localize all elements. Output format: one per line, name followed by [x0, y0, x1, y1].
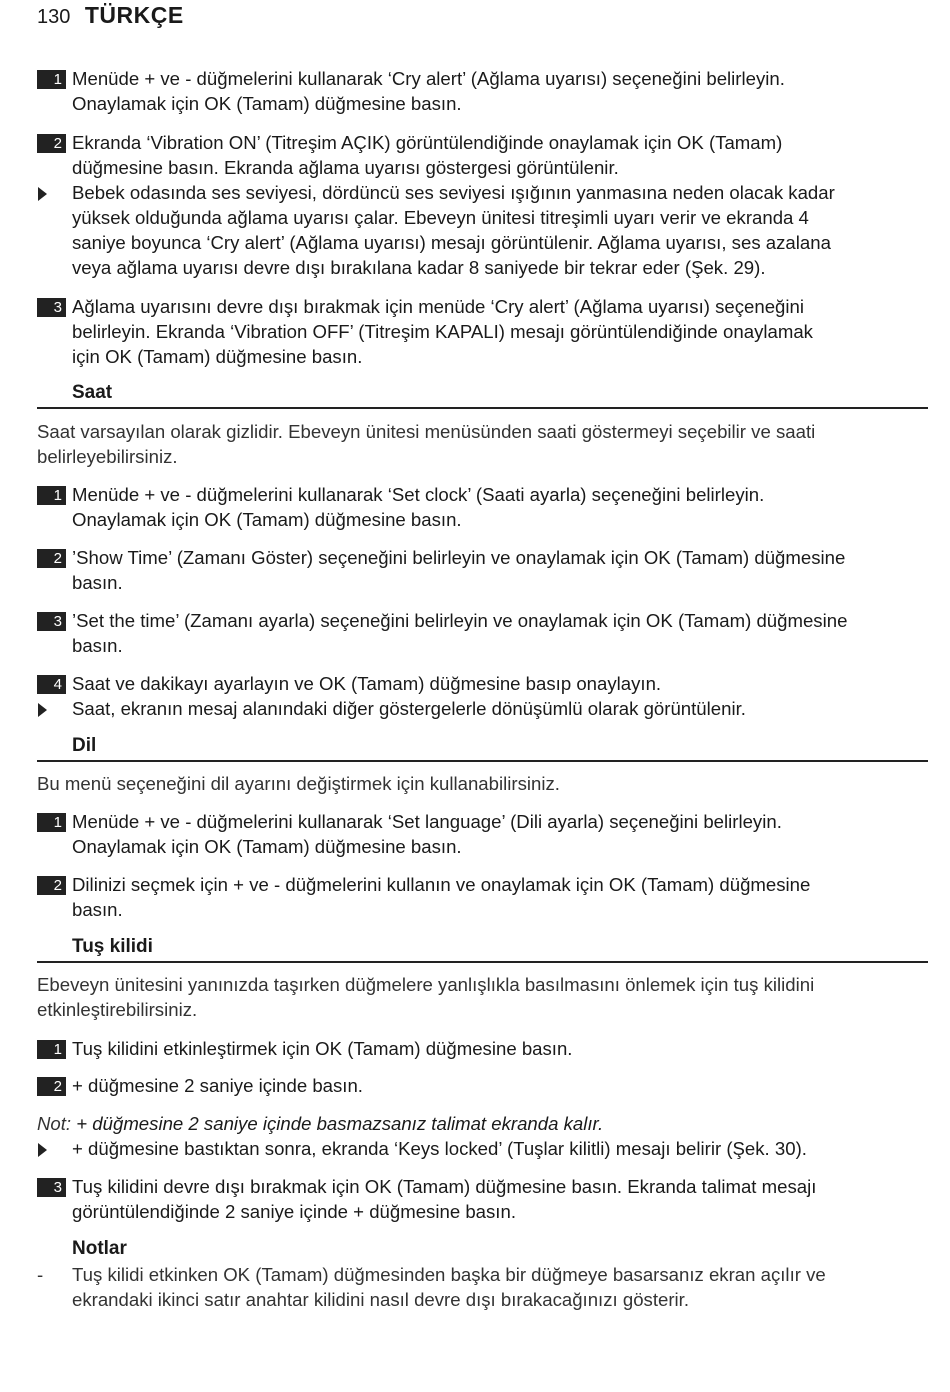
step-text-line: için OK (Tamam) düğmesine basın. — [72, 346, 363, 367]
step-text-line: basın. — [72, 899, 123, 920]
list-dash: - — [37, 1264, 44, 1285]
step-number-badge: 3 — [37, 298, 66, 317]
step-text-line: Ekranda ‘Vibration ON’ (Titreşim AÇIK) görüntülendiğinde onaylamak için OK (Tamam) — [72, 132, 783, 153]
intro-text-line: belirleyebilirsiniz. — [37, 446, 178, 467]
step-text-line: Tuş kilidini devre dışı bırakmak için OK (Tamam) düğmesine basın. Ekranda talimat mesajı — [72, 1176, 817, 1197]
step-text-line: Onaylamak için OK (Tamam) düğmesine basın. — [72, 93, 462, 114]
step-number-badge: 1 — [37, 1040, 66, 1059]
intro-text-line: Bu menü seçeneğini dil ayarını değiştirmek için kullanabilirsiniz. — [37, 773, 560, 794]
step-number-badge: 4 — [37, 675, 66, 694]
step-text-line: Dilinizi seçmek için + ve - düğmelerini kullanın ve onaylamak için OK (Tamam) düğmesine — [72, 874, 811, 895]
result-arrow-icon — [38, 703, 47, 717]
step-number-badge: 1 — [37, 813, 66, 832]
result-text-line: Saat, ekranın mesaj alanındaki diğer göstergelerle dönüşümlü olarak görüntülenir. — [72, 698, 746, 719]
intro-text-line: Ebeveyn ünitesini yanınızda taşırken düğmelere yanlışlıkla basılmasını önlemek için tuş kilidini — [37, 974, 815, 995]
step-text-line: Menüde + ve - düğmelerini kullanarak ‘Set clock’ (Saati ayarla) seçeneğini belirleyin. — [72, 484, 765, 505]
section-divider — [37, 407, 928, 409]
section-title-notes: Notlar — [72, 1238, 127, 1259]
result-arrow-icon — [38, 1143, 47, 1157]
step-number-badge: 1 — [37, 486, 66, 505]
step-text-line: Saat ve dakikayı ayarlayın ve OK (Tamam) düğmesine basıp onaylayın. — [72, 673, 662, 694]
page-number: 130 — [37, 6, 71, 28]
step-text-line: Ağlama uyarısını devre dışı bırakmak için menüde ‘Cry alert’ (Ağlama uyarısı) seçeneğini — [72, 296, 805, 317]
step-text-line: görüntülendiğinde 2 saniye içinde + düğmesine basın. — [72, 1201, 516, 1222]
step-number-badge: 3 — [37, 612, 66, 631]
note-text-line: Tuş kilidi etkinken OK (Tamam) düğmesinden başka bir düğmeye basarsanız ekran açılır ve — [72, 1264, 826, 1285]
section-title-language: Dil — [72, 735, 97, 756]
step-text-line: ’Set the time’ (Zamanı ayarla) seçeneğini belirleyin ve onaylamak için OK (Tamam) düğmesine — [72, 610, 848, 631]
section-divider — [37, 760, 928, 762]
result-text-line: saniye boyunca ‘Cry alert’ (Ağlama uyarısı) mesajı görüntülenir. Ağlama uyarısı, ses azalana — [72, 232, 831, 253]
page-header — [37, 2, 184, 30]
step-number-badge: 2 — [37, 876, 66, 895]
result-text-line: yüksek olduğunda ağlama uyarısı çalar. Ebeveyn ünitesi titreşimli uyarı verir ve ekranda 4 — [72, 207, 809, 228]
section-title-clock: Saat — [72, 382, 113, 403]
step-text-line: basın. — [72, 635, 123, 656]
step-number-badge: 2 — [37, 1077, 66, 1096]
intro-text-line: Saat varsayılan olarak gizlidir. Ebeveyn ünitesi menüsünden saati göstermeyi seçebilir ve saati — [37, 421, 816, 442]
step-text-line: + düğmesine 2 saniye içinde basın. — [72, 1075, 363, 1096]
step-text-line: Menüde + ve - düğmelerini kullanarak ‘Set language’ (Dili ayarla) seçeneğini belirleyin. — [72, 811, 782, 832]
section-title-keylock: Tuş kilidi — [72, 936, 153, 957]
step-text-line: Onaylamak için OK (Tamam) düğmesine basın. — [72, 836, 462, 857]
result-arrow-icon — [38, 187, 47, 201]
step-text-line: belirleyin. Ekranda ‘Vibration OFF’ (Titreşim KAPALI) mesajı görüntülendiğinde onaylamak — [72, 321, 813, 342]
step-number-badge: 1 — [37, 70, 66, 89]
result-text-line: veya ağlama uyarısı devre dışı bırakılana kadar 8 saniyede bir tekrar eder (Şek. 29). — [72, 257, 766, 278]
step-text-line: düğmesine basın. Ekranda ağlama uyarısı göstergesi görüntülenir. — [72, 157, 619, 178]
step-number-badge: 2 — [37, 549, 66, 568]
note-text: + düğmesine 2 saniye içinde basmazsanız talimat ekranda kalır. — [71, 1113, 604, 1134]
result-text-line: + düğmesine bastıktan sonra, ekranda ‘Keys locked’ (Tuşlar kilitli) mesajı belirir (Şek. 30). — [72, 1138, 807, 1159]
step-text-line: Tuş kilidini etkinleştirmek için OK (Tamam) düğmesine basın. — [72, 1038, 573, 1059]
language-title: TÜRKÇE — [84, 2, 184, 28]
step-number-badge: 3 — [37, 1178, 66, 1197]
step-text-line: Menüde + ve - düğmelerini kullanarak ‘Cry alert’ (Ağlama uyarısı) seçeneğini belirleyin. — [72, 68, 785, 89]
step-text-line: basın. — [72, 572, 123, 593]
section-divider — [37, 961, 928, 963]
step-text-line: ’Show Time’ (Zamanı Göster) seçeneğini belirleyin ve onaylamak için OK (Tamam) düğmesine — [72, 547, 846, 568]
note-text-line: ekrandaki ikinci satır anahtar kilidini nasıl devre dışı bırakacağınızı gösterir. — [72, 1289, 689, 1310]
result-text-line: Bebek odasında ses seviyesi, dördüncü ses seviyesi ışığının yanmasına neden olacak kadar — [72, 182, 835, 203]
intro-text-line: etkinleştirebilirsiniz. — [37, 999, 198, 1020]
step-number-badge: 2 — [37, 134, 66, 153]
step-text-line: Onaylamak için OK (Tamam) düğmesine basın. — [72, 509, 462, 530]
note-label: Not: — [37, 1113, 72, 1134]
